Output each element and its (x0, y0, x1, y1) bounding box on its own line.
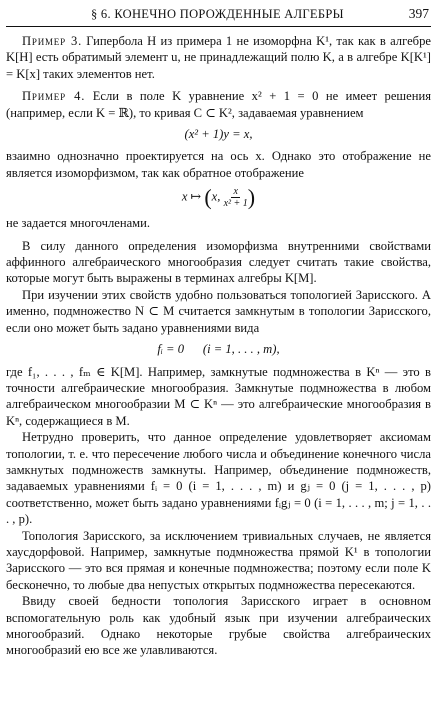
paragraph-2-continuation: где f₁, . . . , fₘ ∈ K[M]. Например, замкнутые подмножества в Kⁿ — это в точности алгебраические многообразия. Замкнутые подмножества в любом алгебраическом многообразии M ⊂ Kⁿ — это алгебраические многообразия в Kⁿ, содержащиеся в M. (6, 364, 431, 428)
curve-equation: (x² + 1)y = x, (184, 127, 253, 142)
closed-set-equations: fᵢ = 0 (i = 1, . . . , m), (157, 342, 280, 357)
example-3-text: Гипербола H из примера 1 не изоморфна K¹, так как в алгебре K[H] есть обратимый элемент u, не принадлежащий полю K, а в алгебре K[K¹] = K[x] таких элементов нет. (6, 34, 431, 81)
paragraph-4: Топология Зарисского, за исключением тривиальных случаев, не является хаусдорфовой. Например, замкнутые подмножества прямой K¹ в топологии Зарисского — это вся прямая и конечные подмножества; поэтому если поле K бесконечно, то любые два непустых открытых подмножества пересекаются. (6, 528, 431, 592)
example-4-text: Если в поле K уравнение x² + 1 = 0 не имеет решения (например, если K = ℝ), то кривая C ⊂ K², задаваемая уравнением (6, 89, 431, 120)
page-body (6, 27, 431, 659)
paragraph-3: Нетрудно проверить, что данное определение удовлетворяет аксиомам топологии, т. е. что пересечение любого числа и объединение конечного числа замкнутых подмножеств замкнуты. Например, объединение подмножеств, задаваемых уравнениями fᵢ = 0 (i = 1, . . . , m) и gⱼ = 0 (j = 1, . . . , p) соответственно, может быть задано уравнениями fᵢgⱼ = 0 (i = 1, . . . , m; j = 1, . . . , p). (6, 430, 431, 527)
fraction-numerator: x (233, 186, 238, 198)
map-left: x ↦ (181, 189, 202, 204)
fraction-denominator: x² + 1 (223, 198, 248, 210)
example-4 (6, 88, 431, 121)
running-header (6, 0, 431, 27)
inverse-map-formula: x ↦ (x, $\frac{x}{\text{x² + 1}}$ ) (181, 184, 256, 210)
example-3 (6, 33, 431, 82)
map-fraction (224, 186, 248, 209)
example-4-continuation: взаимно однозначно проектируется на ось x. Однако это отображение не является изоморфизмом, так как обратное отображение (6, 149, 431, 180)
map-x: x, (211, 189, 221, 204)
page-number: 397 (408, 6, 429, 21)
paragraph-5: Ввиду своей бедности топология Зарисского играет в основном вспомогательную роль как удобный язык при изучении алгебраических многообразий. Однако некоторые грубые свойства алгебраических многообразий ею все же улавливаются. (6, 594, 431, 658)
paragraph-2: При изучении этих свойств удобно пользоваться топологией Зарисского. А именно, подмножество N ⊂ M считается замкнутым в топологии Зарисского, если оно может быть задано уравнениями вида (6, 287, 431, 335)
example-3-label: Пример 3. (22, 34, 83, 48)
chapter-title: § 6. КОНЕЧНО ПОРОЖДЕННЫЕ АЛГЕБРЫ (90, 7, 344, 21)
example-4-end: не задается многочленами. (6, 216, 151, 231)
paragraph-1: В силу данного определения изоморфизма внутренними свойствами аффинного алгебраического многообразия следует считать такие свойства, которые могут быть выражены в терминах алгебры K[M]. (6, 238, 431, 286)
example-4-label: Пример 4. (22, 89, 86, 104)
